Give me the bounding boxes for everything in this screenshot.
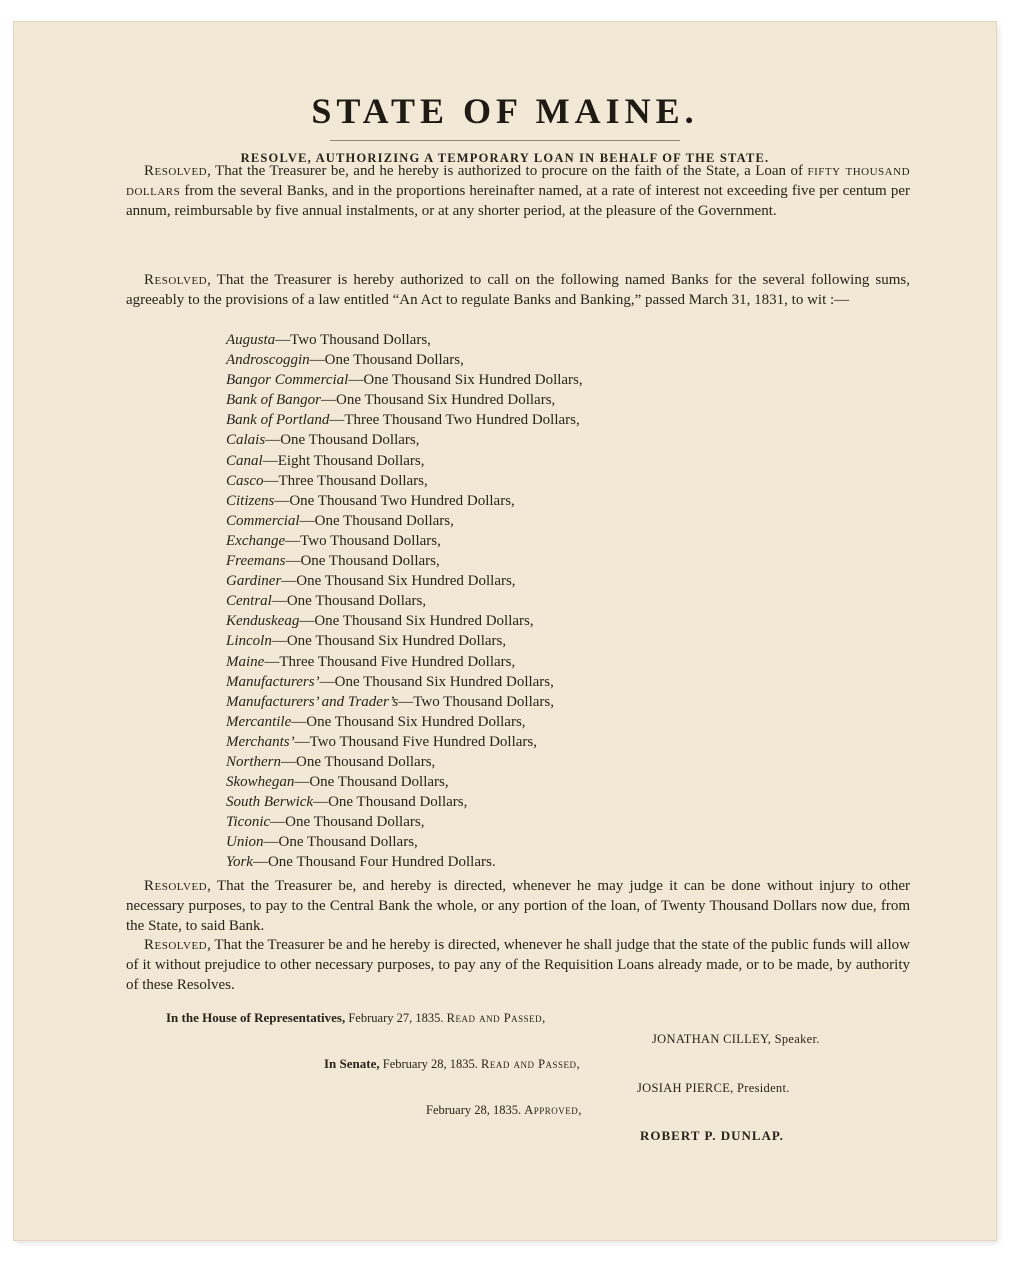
resolve-paragraph-1	[126, 161, 910, 221]
bank-name: Calais	[226, 432, 266, 449]
senate-chamber: In Senate,	[324, 1056, 380, 1071]
bank-name: South Berwick	[226, 794, 314, 811]
bank-amount: —One Thousand Six Hundred Dollars,	[319, 673, 554, 690]
bank-amount: —One Thousand Six Hundred Dollars,	[348, 372, 583, 389]
bank-amount: —One Thousand Dollars,	[263, 834, 418, 851]
bank-amount: —One Thousand Dollars,	[313, 794, 468, 811]
bank-amount: —One Thousand Dollars,	[271, 593, 427, 610]
bank-entry	[226, 692, 583, 712]
bank-entry	[226, 832, 583, 852]
bank-list	[226, 330, 583, 873]
senate-date: February 28, 1835.	[382, 1057, 478, 1071]
house-date: February 27, 1835.	[348, 1011, 444, 1025]
resolve-paragraph-2	[126, 270, 910, 310]
document-subtitle: RESOLVE, AUTHORIZING A TEMPORARY LOAN IN BEHALF OF THE STATE.	[240, 151, 770, 165]
bank-amount: —One Thousand Six Hundred Dollars,	[271, 633, 507, 650]
paragraph-3-text: , That the Treasurer be, and hereby is directed, whenever he may judge it can be done without injury to other necessary purposes, to pay to the Central Bank the whole, or any portion of the loan, of Twenty Thousand Dollars now due, from the State, to said Bank.	[126, 878, 910, 934]
president-signature	[637, 1081, 790, 1096]
paragraph-1-text-a: , That the Treasurer be, and he hereby is authorized to procure on the faith of the State, a Loan of	[207, 163, 804, 179]
bank-name: Union	[226, 834, 264, 851]
bank-name: Casco	[226, 472, 264, 489]
bank-amount: —One Thousand Four Hundred Dollars.	[252, 854, 496, 871]
bank-entry	[226, 772, 583, 792]
bank-amount: —One Thousand Six Hundred Dollars,	[321, 392, 556, 409]
bank-entry	[226, 471, 583, 491]
bank-name: Bank of Bangor	[226, 392, 321, 409]
bank-entry	[226, 591, 583, 611]
bank-entry	[226, 370, 583, 390]
bank-name: Lincoln	[226, 633, 272, 650]
senate-action: Read and Passed,	[481, 1057, 581, 1071]
bank-entry	[226, 531, 583, 551]
bank-name: Citizens	[226, 492, 275, 509]
bank-amount: —One Thousand Dollars,	[265, 432, 420, 449]
speaker-signature	[652, 1032, 820, 1047]
speaker-name: JONATHAN CILLEY,	[652, 1032, 772, 1046]
bank-amount: —One Thousand Six Hundred Dollars,	[291, 713, 526, 730]
bank-amount: —Three Thousand Five Hundred Dollars,	[264, 653, 516, 670]
resolved-label: Resolved	[144, 937, 208, 953]
approval-action: Approved,	[524, 1103, 582, 1117]
bank-entry	[226, 652, 583, 672]
bank-name: Androscoggin	[226, 352, 310, 369]
bank-name: Canal	[226, 452, 263, 469]
resolved-label: Resolved	[144, 163, 208, 179]
bank-entry	[226, 451, 583, 471]
bank-name: Central	[226, 593, 272, 610]
bank-amount: —One Thousand Dollars,	[285, 553, 440, 570]
bank-name: Exchange	[226, 532, 286, 549]
bank-entry	[226, 812, 583, 832]
senate-passage-line	[324, 1056, 580, 1072]
president-title: President.	[737, 1081, 790, 1095]
bank-entry	[226, 491, 583, 511]
paragraph-1-text-b: from the several Banks, and in the proportions hereinafter named, at a rate of interest not exceeding five per centum per annum, reimbursable by five annual instalments, or at any shorter period, at the pleasure of the Government.	[126, 183, 911, 219]
bank-amount: —Three Thousand Two Hundred Dollars,	[329, 412, 580, 429]
bank-name: Commercial	[226, 512, 300, 529]
bank-amount: —Two Thousand Dollars,	[398, 693, 554, 710]
bank-entry	[226, 410, 583, 430]
bank-name: York	[226, 854, 253, 871]
bank-entry	[226, 571, 583, 591]
loan-amount: fifty thousand dollars	[126, 163, 911, 199]
bank-amount: —One Thousand Dollars,	[299, 512, 454, 529]
bank-name: Gardiner	[226, 573, 282, 590]
bank-amount: —Two Thousand Dollars,	[275, 332, 431, 348]
governor-signature	[640, 1128, 784, 1144]
bank-name: Ticonic	[226, 814, 271, 831]
bank-entry	[226, 611, 583, 631]
bank-name: Merchants’	[226, 733, 295, 750]
bank-amount: —One Thousand Dollars,	[270, 814, 425, 831]
bank-name: Northern	[226, 753, 282, 770]
bank-entry	[226, 672, 583, 692]
approval-date: February 28, 1835.	[426, 1103, 522, 1117]
approval-line	[426, 1103, 582, 1118]
bank-entry	[226, 551, 583, 571]
bank-name: Augusta	[226, 332, 276, 348]
bank-entry	[226, 631, 583, 651]
paragraph-2-text: , That the Treasurer is hereby authorized to call on the following named Banks for the several following sums, agreeably to the provisions of a law entitled “An Act to regulate Banks and Banking,” passed March 31, 1831, to wit :—	[126, 272, 910, 308]
bank-amount: —One Thousand Six Hundred Dollars,	[299, 613, 534, 630]
bank-entry	[226, 852, 583, 872]
bank-amount: —One Thousand Dollars,	[281, 753, 436, 770]
bank-name: Maine	[226, 653, 265, 670]
speaker-title: Speaker.	[774, 1032, 820, 1046]
house-passage-line	[166, 1010, 546, 1026]
bank-amount: —One Thousand Six Hundred Dollars,	[281, 573, 516, 590]
bank-name: Bangor Commercial	[226, 372, 349, 389]
title-divider	[330, 140, 680, 141]
house-chamber: In the House of Representatives,	[166, 1010, 346, 1025]
bank-amount: —One Thousand Two Hundred Dollars,	[274, 492, 515, 509]
paragraph-4-text: , That the Treasurer be and he hereby is directed, whenever he shall judge that the state of the public funds will allow of it without prejudice to other necessary purposes, to pay any of the Requisition Loans already made, or to be made, by authority of these Resolves.	[126, 937, 910, 993]
document-sheet	[14, 22, 996, 1240]
document-title: STATE OF MAINE.	[311, 91, 699, 131]
bank-entry	[226, 792, 583, 812]
bank-amount: —Eight Thousand Dollars,	[262, 452, 425, 469]
bank-name: Bank of Portland	[226, 412, 330, 429]
bank-entry	[226, 732, 583, 752]
bank-entry	[226, 350, 583, 370]
president-name: JOSIAH PIERCE,	[637, 1081, 734, 1095]
bank-entry	[226, 511, 583, 531]
bank-entry	[226, 712, 583, 732]
bank-amount: —Three Thousand Dollars,	[263, 472, 428, 489]
bank-name: Kenduskeag	[226, 613, 300, 630]
bank-name: Manufacturers’	[226, 673, 320, 690]
bank-name: Mercantile	[226, 713, 292, 730]
resolved-label: Resolved	[144, 272, 208, 288]
bank-entry	[226, 430, 583, 450]
bank-amount: —Two Thousand Dollars,	[285, 532, 441, 549]
resolved-label: Resolved	[144, 878, 208, 894]
bank-amount: —One Thousand Dollars,	[294, 774, 449, 791]
resolve-paragraph-4	[126, 935, 910, 995]
governor-name: ROBERT P. DUNLAP.	[640, 1128, 784, 1143]
bank-name: Manufacturers’ and Trader’s	[226, 693, 399, 710]
bank-entry	[226, 752, 583, 772]
bank-amount: —One Thousand Dollars,	[309, 352, 464, 369]
bank-entry	[226, 390, 583, 410]
bank-name: Freemans	[226, 553, 286, 570]
house-action: Read and Passed,	[446, 1011, 546, 1025]
bank-amount: —Two Thousand Five Hundred Dollars,	[294, 733, 537, 750]
bank-name: Skowhegan	[226, 774, 295, 791]
bank-entry	[226, 330, 583, 350]
resolve-paragraph-3	[126, 876, 910, 936]
